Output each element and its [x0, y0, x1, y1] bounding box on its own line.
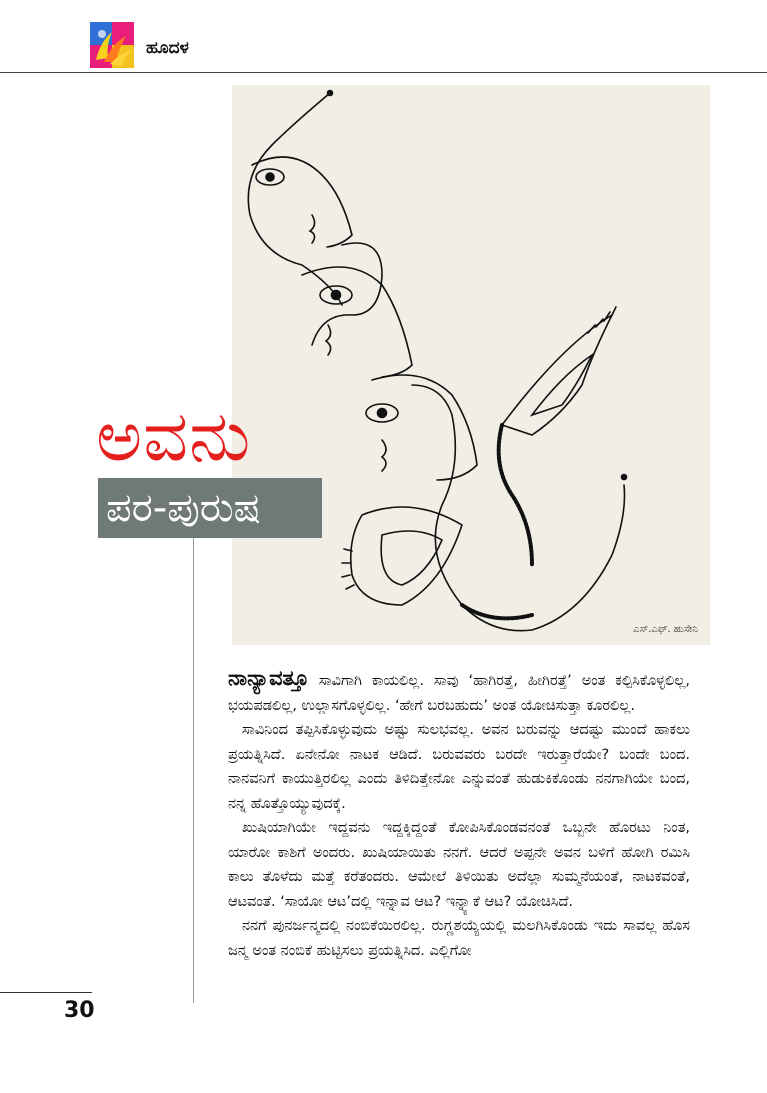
paragraph-1 — [228, 666, 690, 718]
article-subtitle: ಪರ-ಪುರುಷ — [106, 485, 261, 531]
paragraph-3: ಖುಷಿಯಾಗಿಯೇ ಇದ್ದವನು ಇದ್ದಕ್ಕಿದ್ದಂತೆ ಕೋಪಿಸಿಕೊಂಡವನಂತೆ ಒಬ್ಬನೇ ಹೊರಟು ನಿಂತ, ಯಾರೋ ಕಾಶಿಗೆ ಅಂದರು. ಖುಷಿಯಾಯಿತು ನನಗೆ. ಆದರೆ ಅಪ್ಪನೇ ಅವನ ಬಳಿಗೆ ಹೋಗಿ ರಮಿಸಿ ಕಾಲು ತೊಳೆದು ಮತ್ತೆ ಕರೆತಂದರು. ಆಮೇಲೆ ತಿಳಿಯಿತು ಅದೆಲ್ಲಾ ಸುಮ್ಮನೆಯಂತೆ, ನಾಟಕವಂತೆ, ಆಟವಂತೆ. ‘ಸಾಯೋ ಆಟ’ದಲ್ಲಿ ಇನ್ನಾವ ಆಟ? ಇನ್ನ್ಯಾಕೆ ಆಟ? ಯೋಚಿಸಿದೆ. — [228, 820, 690, 910]
article-body — [228, 666, 690, 963]
line-drawing-illustration — [232, 85, 710, 645]
flower-logo-icon — [90, 22, 134, 68]
paragraph-4: ನನಗೆ ಪುನರ್ಜನ್ಮದಲ್ಲಿ ನಂಬಿಕೆಯಿರಲಿಲ್ಲ. ರುಗ್ಣಶಯ್ಯೆಯಲ್ಲಿ ಮಲಗಿಸಿಕೊಂಡು ಇದು ಸಾವಲ್ಲ ಹೊಸ ಜನ್ಮ ಅಂತ ನಂಬಿಕೆ ಹುಟ್ಟಿಸಲು ಪ್ರಯತ್ನಿಸಿದ. ಎಲ್ಲಿಗೋ — [228, 918, 690, 959]
column-divider — [193, 538, 194, 1003]
artist-credit: ಎಸ್.ಎಫ್. ಹುಸೇನಿ — [633, 624, 698, 635]
magazine-name: ಹೂದಳ — [146, 38, 189, 58]
paragraph-2: ಸಾವಿನಿಂದ ತಪ್ಪಿಸಿಕೊಳ್ಳುವುದು ಅಷ್ಟು ಸುಲಭವಲ್ಲ. ಅವನ ಬರುವನ್ನು ಆದಷ್ಟು ಮುಂದೆ ಹಾಕಲು ಪ್ರಯತ್ನಿಸಿದೆ. ಏನೇನೋ ನಾಟಕ ಆಡಿದೆ. ಬರುವವರು ಬರದೇ ಇರುತ್ತಾರೆಯೇ? ಬಂದೇ ಬಂದ. ನಾನವನಿಗೆ ಕಾಯುತ್ತಿರಲಿಲ್ಲ ಎಂದು ತಿಳಿದಿತ್ತೇನೋ ಎನ್ನುವಂತೆ ಹುಡುಕಿಕೊಂಡು ನನಗಾಗಿಯೇ ಬಂದ, ನನ್ನ ಹೊತ್ತೊಯ್ಯುವುದಕ್ಕೆ. — [228, 722, 690, 812]
subtitle-banner — [98, 478, 322, 538]
page-number: 30 — [64, 998, 95, 1023]
illustration-drawing — [232, 85, 710, 645]
article-title: ಅವನು — [96, 395, 252, 477]
footer-rule — [0, 992, 92, 993]
page-header — [0, 0, 767, 76]
opening-word: ನಾನ್ಯಾವತ್ತೂ — [228, 666, 309, 690]
header-divider — [0, 72, 767, 73]
paragraph-1-text: ಸಾವಿಗಾಗಿ ಕಾಯಲಿಲ್ಲ. ಸಾವು ‘ಹಾಗಿರತ್ತೆ, ಹೀಗಿರತ್ತೆ’ ಅಂತ ಕಲ್ಪಿಸಿಕೊಳ್ಳಲಿಲ್ಲ, ಭಯಪಡಲಿಲ್ಲ, ಉಲ್ಲಾಸಗೊಳ್ಳಲಿಲ್ಲ. ‘ಹೇಗೆ ಬರಬಹುದು’ ಅಂತ ಯೋಚಿಸುತ್ತಾ ಕೂರಲಿಲ್ಲ. — [228, 673, 690, 714]
